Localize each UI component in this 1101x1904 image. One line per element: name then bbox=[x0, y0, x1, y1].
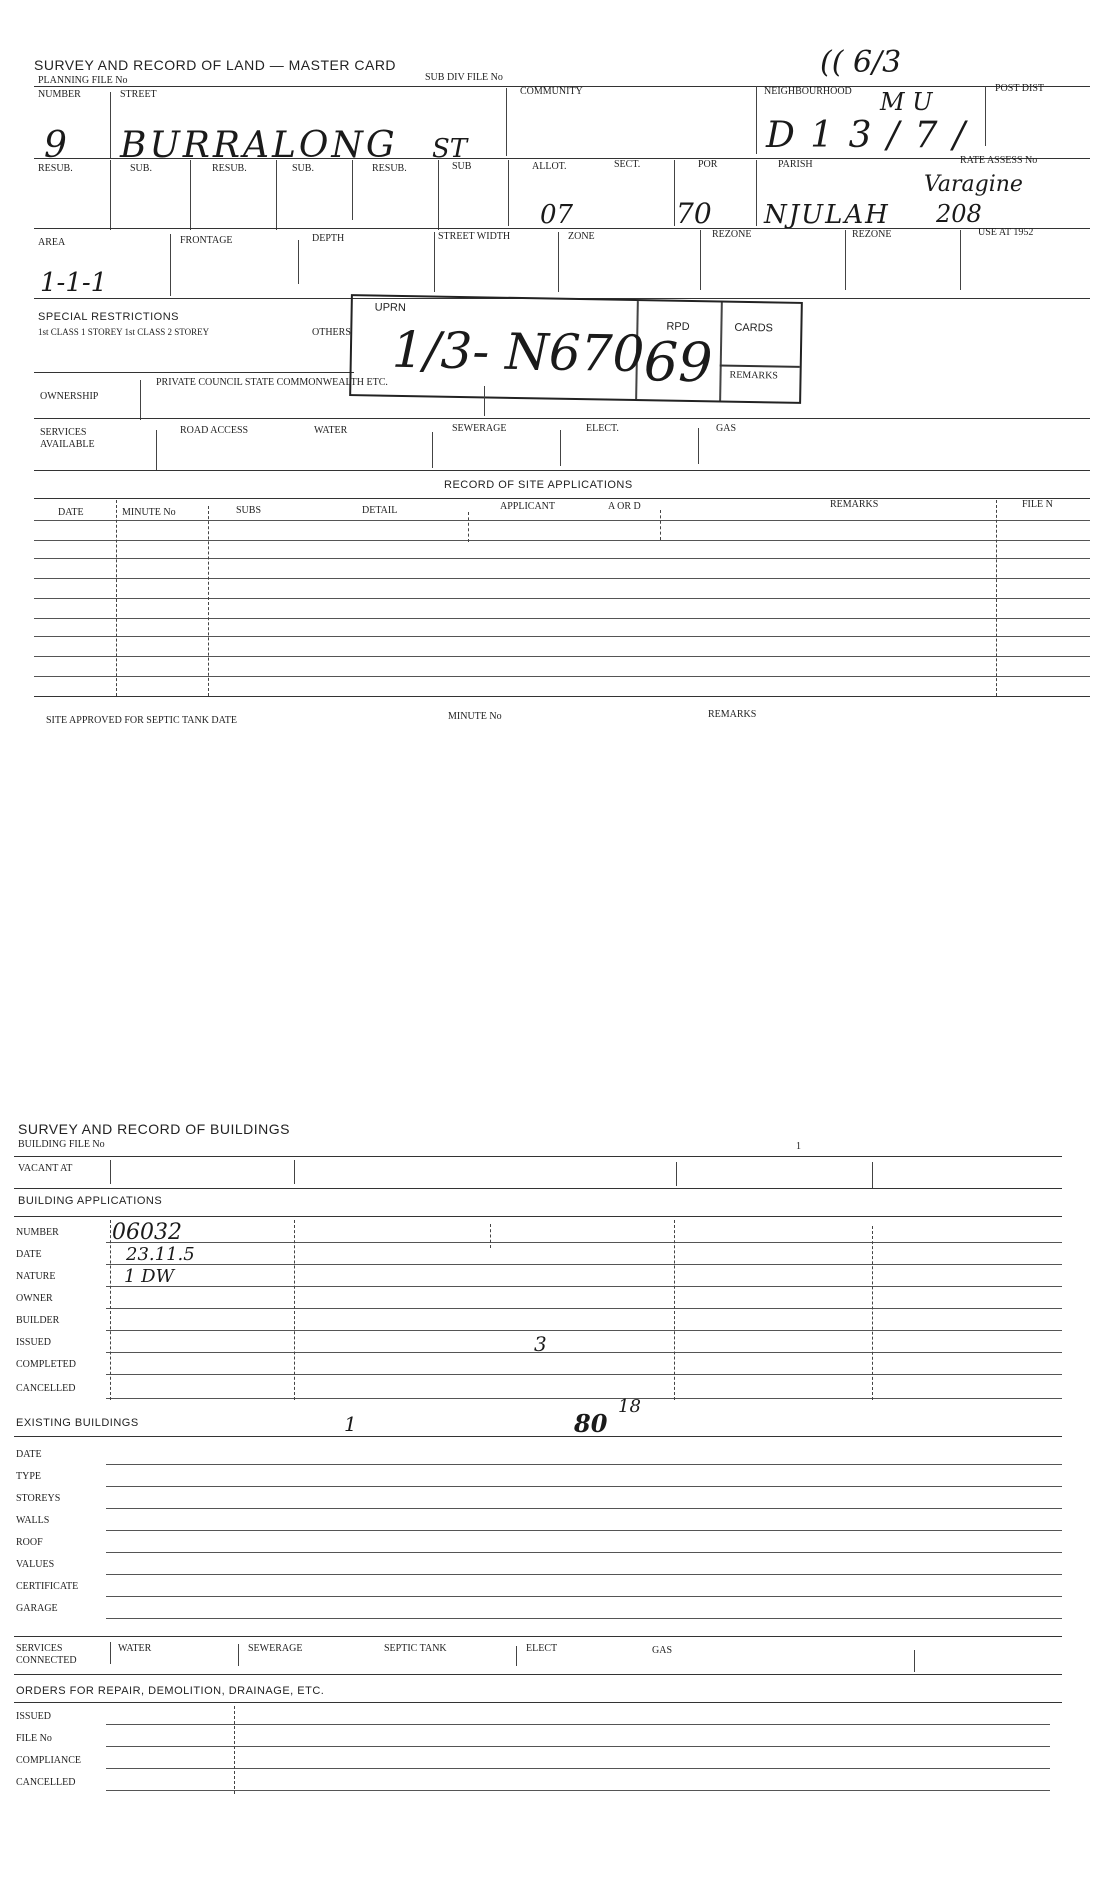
divider bbox=[676, 1162, 677, 1186]
divider bbox=[700, 230, 701, 290]
post-dist-label: POST DIST bbox=[995, 83, 1044, 94]
building-applications-heading: BUILDING APPLICATIONS bbox=[18, 1195, 163, 1207]
divider bbox=[298, 240, 299, 284]
divider bbox=[516, 1646, 517, 1666]
use-at-label: USE AT 1952 bbox=[978, 227, 1034, 238]
ownership-types: PRIVATE COUNCIL STATE COMMONWEALTH ETC. bbox=[156, 377, 388, 388]
planning-file-label: PLANNING FILE No bbox=[38, 75, 128, 86]
sect-label: SECT. bbox=[614, 159, 641, 170]
rezone-label-1: REZONE bbox=[712, 229, 752, 240]
divider bbox=[140, 380, 141, 420]
orders-heading: ORDERS FOR REPAIR, DEMOLITION, DRAINAGE, ETC. bbox=[16, 1685, 325, 1697]
divider bbox=[116, 500, 117, 696]
rule bbox=[106, 1552, 1062, 1553]
rule bbox=[106, 1530, 1062, 1531]
rule bbox=[106, 1308, 1062, 1309]
class-storey-labels: 1st CLASS 1 STOREY 1st CLASS 2 STOREY bbox=[38, 327, 210, 337]
por-value: 70 bbox=[676, 197, 712, 230]
existing-row-type: TYPE bbox=[16, 1471, 41, 1482]
vacant-at-label: VACANT AT bbox=[18, 1163, 73, 1174]
water-label: WATER bbox=[314, 425, 348, 436]
divider bbox=[506, 88, 507, 156]
rule bbox=[106, 1464, 1062, 1465]
divider bbox=[352, 160, 353, 220]
divider bbox=[558, 232, 559, 292]
app-row-completed: COMPLETED bbox=[16, 1359, 76, 1370]
rule bbox=[34, 558, 1090, 559]
neighbourhood-label: NEIGHBOURHOOD bbox=[764, 86, 852, 97]
sub-label-1: SUB. bbox=[130, 163, 152, 174]
svc-water-label: WATER bbox=[118, 1643, 152, 1654]
col-remarks: REMARKS bbox=[830, 499, 879, 510]
site-applications-title: RECORD OF SITE APPLICATIONS bbox=[444, 479, 633, 491]
divider bbox=[660, 510, 661, 540]
rule bbox=[720, 365, 800, 368]
app-row-nature: NATURE bbox=[16, 1271, 56, 1282]
rate-value-line-2: 208 bbox=[936, 200, 982, 228]
divider bbox=[110, 92, 111, 158]
rule bbox=[106, 1330, 1062, 1331]
rezone-label-2: REZONE bbox=[852, 229, 892, 240]
rule bbox=[106, 1374, 1062, 1375]
existing-value-2: 80 bbox=[574, 1409, 608, 1438]
resub-label-3: RESUB. bbox=[372, 163, 407, 174]
rule bbox=[34, 636, 1090, 637]
rule bbox=[106, 1286, 1062, 1287]
divider bbox=[996, 500, 997, 696]
sub-div-file-label: SUB DIV FILE No bbox=[425, 72, 503, 83]
rule bbox=[106, 1242, 1062, 1243]
street-suffix-value: ST bbox=[432, 134, 468, 164]
divider bbox=[872, 1162, 873, 1188]
sewerage-label: SEWERAGE bbox=[452, 423, 507, 434]
street-value: BURRALONG bbox=[120, 125, 398, 166]
rate-assess-label: RATE ASSESS No bbox=[960, 155, 1038, 166]
rule bbox=[106, 1486, 1062, 1487]
rule bbox=[106, 1352, 1062, 1353]
rule bbox=[14, 1674, 1062, 1675]
app-issued-value: 3 bbox=[534, 1332, 547, 1356]
divider bbox=[484, 386, 485, 416]
app-row-date: DATE bbox=[16, 1249, 42, 1260]
rule bbox=[14, 1436, 1062, 1437]
septic-minute-label: MINUTE No bbox=[448, 711, 502, 722]
area-value: 1-1-1 bbox=[40, 268, 108, 298]
rule bbox=[34, 656, 1090, 657]
district-value: D 1 3 / 7 / bbox=[766, 115, 968, 156]
existing-row-date: DATE bbox=[16, 1449, 42, 1460]
divider bbox=[190, 160, 191, 230]
existing-value-3: 18 bbox=[618, 1396, 641, 1417]
number-label: NUMBER bbox=[38, 89, 81, 100]
divider bbox=[674, 1220, 675, 1400]
divider bbox=[294, 1220, 295, 1400]
divider bbox=[438, 160, 439, 230]
rule bbox=[34, 696, 1090, 697]
rule bbox=[14, 1702, 1062, 1703]
remarks-label: REMARKS bbox=[729, 369, 779, 382]
rule bbox=[106, 1398, 1062, 1399]
rule bbox=[106, 1264, 1062, 1265]
orders-row-compliance: COMPLIANCE bbox=[16, 1755, 82, 1766]
buildings-card-title: SURVEY AND RECORD OF BUILDINGS bbox=[18, 1121, 290, 1137]
rpd-label: RPD bbox=[666, 320, 690, 333]
rule bbox=[106, 1746, 1050, 1747]
app-row-cancelled: CANCELLED bbox=[16, 1383, 76, 1394]
cards-label: CARDS bbox=[734, 321, 774, 335]
services-label: SERVICES bbox=[40, 427, 87, 438]
rule bbox=[34, 676, 1090, 677]
divider bbox=[468, 512, 469, 542]
col-detail: DETAIL bbox=[362, 505, 398, 516]
zone-label: ZONE bbox=[568, 231, 595, 242]
services-connected-label-2: CONNECTED bbox=[16, 1655, 77, 1666]
existing-row-certificate: CERTIFICATE bbox=[16, 1581, 79, 1592]
app-date-value: 23.11.5 bbox=[126, 1244, 195, 1265]
app-nature-value: 1 DW bbox=[124, 1266, 175, 1287]
frontage-label: FRONTAGE bbox=[180, 235, 233, 246]
resub-label-1: RESUB. bbox=[38, 163, 73, 174]
allot-label: ALLOT. bbox=[532, 161, 567, 172]
app-row-owner: OWNER bbox=[16, 1293, 53, 1304]
rule bbox=[14, 1216, 1062, 1217]
divider bbox=[560, 430, 561, 466]
septic-remarks-label: REMARKS bbox=[708, 709, 757, 720]
parish-label: PARISH bbox=[778, 159, 813, 170]
building-file-label: BUILDING FILE No bbox=[18, 1139, 105, 1150]
divider bbox=[294, 1160, 295, 1184]
existing-row-garage: GARAGE bbox=[16, 1603, 58, 1614]
svc-elect-label: ELECT bbox=[526, 1643, 558, 1654]
rule bbox=[34, 618, 1090, 619]
divider bbox=[872, 1226, 873, 1400]
divider bbox=[914, 1650, 915, 1672]
divider bbox=[960, 230, 961, 290]
divider bbox=[719, 303, 723, 401]
col-minute-no: MINUTE No bbox=[122, 507, 176, 518]
divider bbox=[432, 432, 433, 468]
rule bbox=[14, 1156, 1062, 1157]
uprn-stamp bbox=[349, 294, 803, 404]
rule bbox=[106, 1790, 1050, 1791]
divider bbox=[698, 428, 699, 464]
divider bbox=[508, 160, 509, 226]
rule bbox=[14, 1188, 1062, 1189]
existing-row-roof: ROOF bbox=[16, 1537, 43, 1548]
divider bbox=[110, 1160, 111, 1184]
community-label: COMMUNITY bbox=[520, 86, 583, 97]
app-row-builder: BUILDER bbox=[16, 1315, 60, 1326]
sub-label-2: SUB. bbox=[292, 163, 314, 174]
divider bbox=[434, 232, 435, 292]
rpd-value: 69 bbox=[643, 330, 714, 395]
divider bbox=[674, 160, 675, 226]
septic-approved-label: SITE APPROVED FOR SEPTIC TANK DATE bbox=[46, 715, 237, 726]
rule bbox=[34, 578, 1090, 579]
rule bbox=[106, 1596, 1062, 1597]
elect-label: ELECT. bbox=[586, 423, 619, 434]
svc-septic-label: SEPTIC TANK bbox=[384, 1643, 447, 1654]
col-file-no: FILE N bbox=[1022, 499, 1053, 510]
svc-sewerage-label: SEWERAGE bbox=[248, 1643, 303, 1654]
app-row-number: NUMBER bbox=[16, 1227, 59, 1238]
col-date: DATE bbox=[58, 507, 84, 518]
divider bbox=[110, 1220, 111, 1400]
rate-value-line-1: Varagine bbox=[924, 172, 1023, 197]
rule bbox=[34, 598, 1090, 599]
rule bbox=[34, 158, 1090, 159]
rule bbox=[106, 1618, 1062, 1619]
existing-row-walls: WALLS bbox=[16, 1515, 50, 1526]
rule bbox=[34, 372, 354, 373]
existing-buildings-heading: EXISTING BUILDINGS bbox=[16, 1417, 139, 1429]
uprn-label: UPRN bbox=[374, 301, 406, 315]
resub-label-2: RESUB. bbox=[212, 163, 247, 174]
handwritten-card-ref: (( 6/3 bbox=[820, 45, 902, 80]
land-card-title: SURVEY AND RECORD OF LAND — MASTER CARD bbox=[34, 57, 397, 73]
building-file-mark: 1 bbox=[796, 1141, 801, 1152]
rule bbox=[34, 470, 1090, 471]
area-label: AREA bbox=[38, 237, 66, 248]
orders-row-cancelled: CANCELLED bbox=[16, 1777, 76, 1788]
rule bbox=[14, 1636, 1062, 1637]
uprn-value: 1/3- N670 bbox=[391, 320, 645, 384]
divider bbox=[276, 160, 277, 230]
rule bbox=[34, 498, 1090, 499]
divider bbox=[156, 430, 157, 470]
neighbourhood-value: M U bbox=[880, 88, 933, 116]
divider bbox=[170, 234, 171, 296]
rule bbox=[106, 1574, 1062, 1575]
road-access-label: ROAD ACCESS bbox=[180, 425, 249, 436]
col-subs: SUBS bbox=[236, 505, 262, 516]
rule bbox=[34, 418, 1090, 419]
divider bbox=[490, 1224, 491, 1248]
sub-label-3: SUB bbox=[452, 161, 472, 172]
divider bbox=[985, 86, 986, 146]
rule bbox=[34, 228, 1090, 229]
divider bbox=[208, 506, 209, 696]
existing-row-values: VALUES bbox=[16, 1559, 55, 1570]
divider bbox=[238, 1644, 239, 1666]
orders-row-issued: ISSUED bbox=[16, 1711, 52, 1722]
divider bbox=[110, 1642, 111, 1664]
existing-value-1: 1 bbox=[344, 1412, 357, 1436]
available-label: AVAILABLE bbox=[40, 439, 95, 450]
col-a-or-d: A OR D bbox=[608, 501, 641, 512]
svc-gas-label: GAS bbox=[652, 1645, 673, 1656]
street-label: STREET bbox=[120, 89, 157, 100]
others-label: OTHERS bbox=[312, 327, 351, 338]
divider bbox=[234, 1706, 235, 1794]
existing-row-storeys: STOREYS bbox=[16, 1493, 61, 1504]
app-number-value: 06032 bbox=[112, 1220, 182, 1245]
depth-label: DEPTH bbox=[312, 233, 345, 244]
orders-row-file-no: FILE No bbox=[16, 1733, 52, 1744]
col-applicant: APPLICANT bbox=[500, 501, 556, 512]
number-value: 9 bbox=[44, 125, 67, 166]
allot-value: 07 bbox=[540, 200, 574, 230]
divider bbox=[756, 86, 757, 154]
divider bbox=[756, 160, 757, 226]
special-restrictions-label: SPECIAL RESTRICTIONS bbox=[38, 311, 180, 323]
parish-value: NJULAH bbox=[764, 200, 890, 230]
rule bbox=[34, 540, 1090, 541]
rule bbox=[34, 520, 1090, 521]
rule bbox=[106, 1724, 1050, 1725]
street-width-label: STREET WIDTH bbox=[438, 231, 511, 242]
por-label: POR bbox=[698, 159, 718, 170]
gas-label: GAS bbox=[716, 423, 737, 434]
ownership-label: OWNERSHIP bbox=[40, 391, 99, 402]
app-row-issued: ISSUED bbox=[16, 1337, 52, 1348]
rule bbox=[106, 1768, 1050, 1769]
rule bbox=[106, 1508, 1062, 1509]
services-connected-label-1: SERVICES bbox=[16, 1643, 63, 1654]
divider bbox=[110, 160, 111, 230]
divider bbox=[845, 230, 846, 290]
